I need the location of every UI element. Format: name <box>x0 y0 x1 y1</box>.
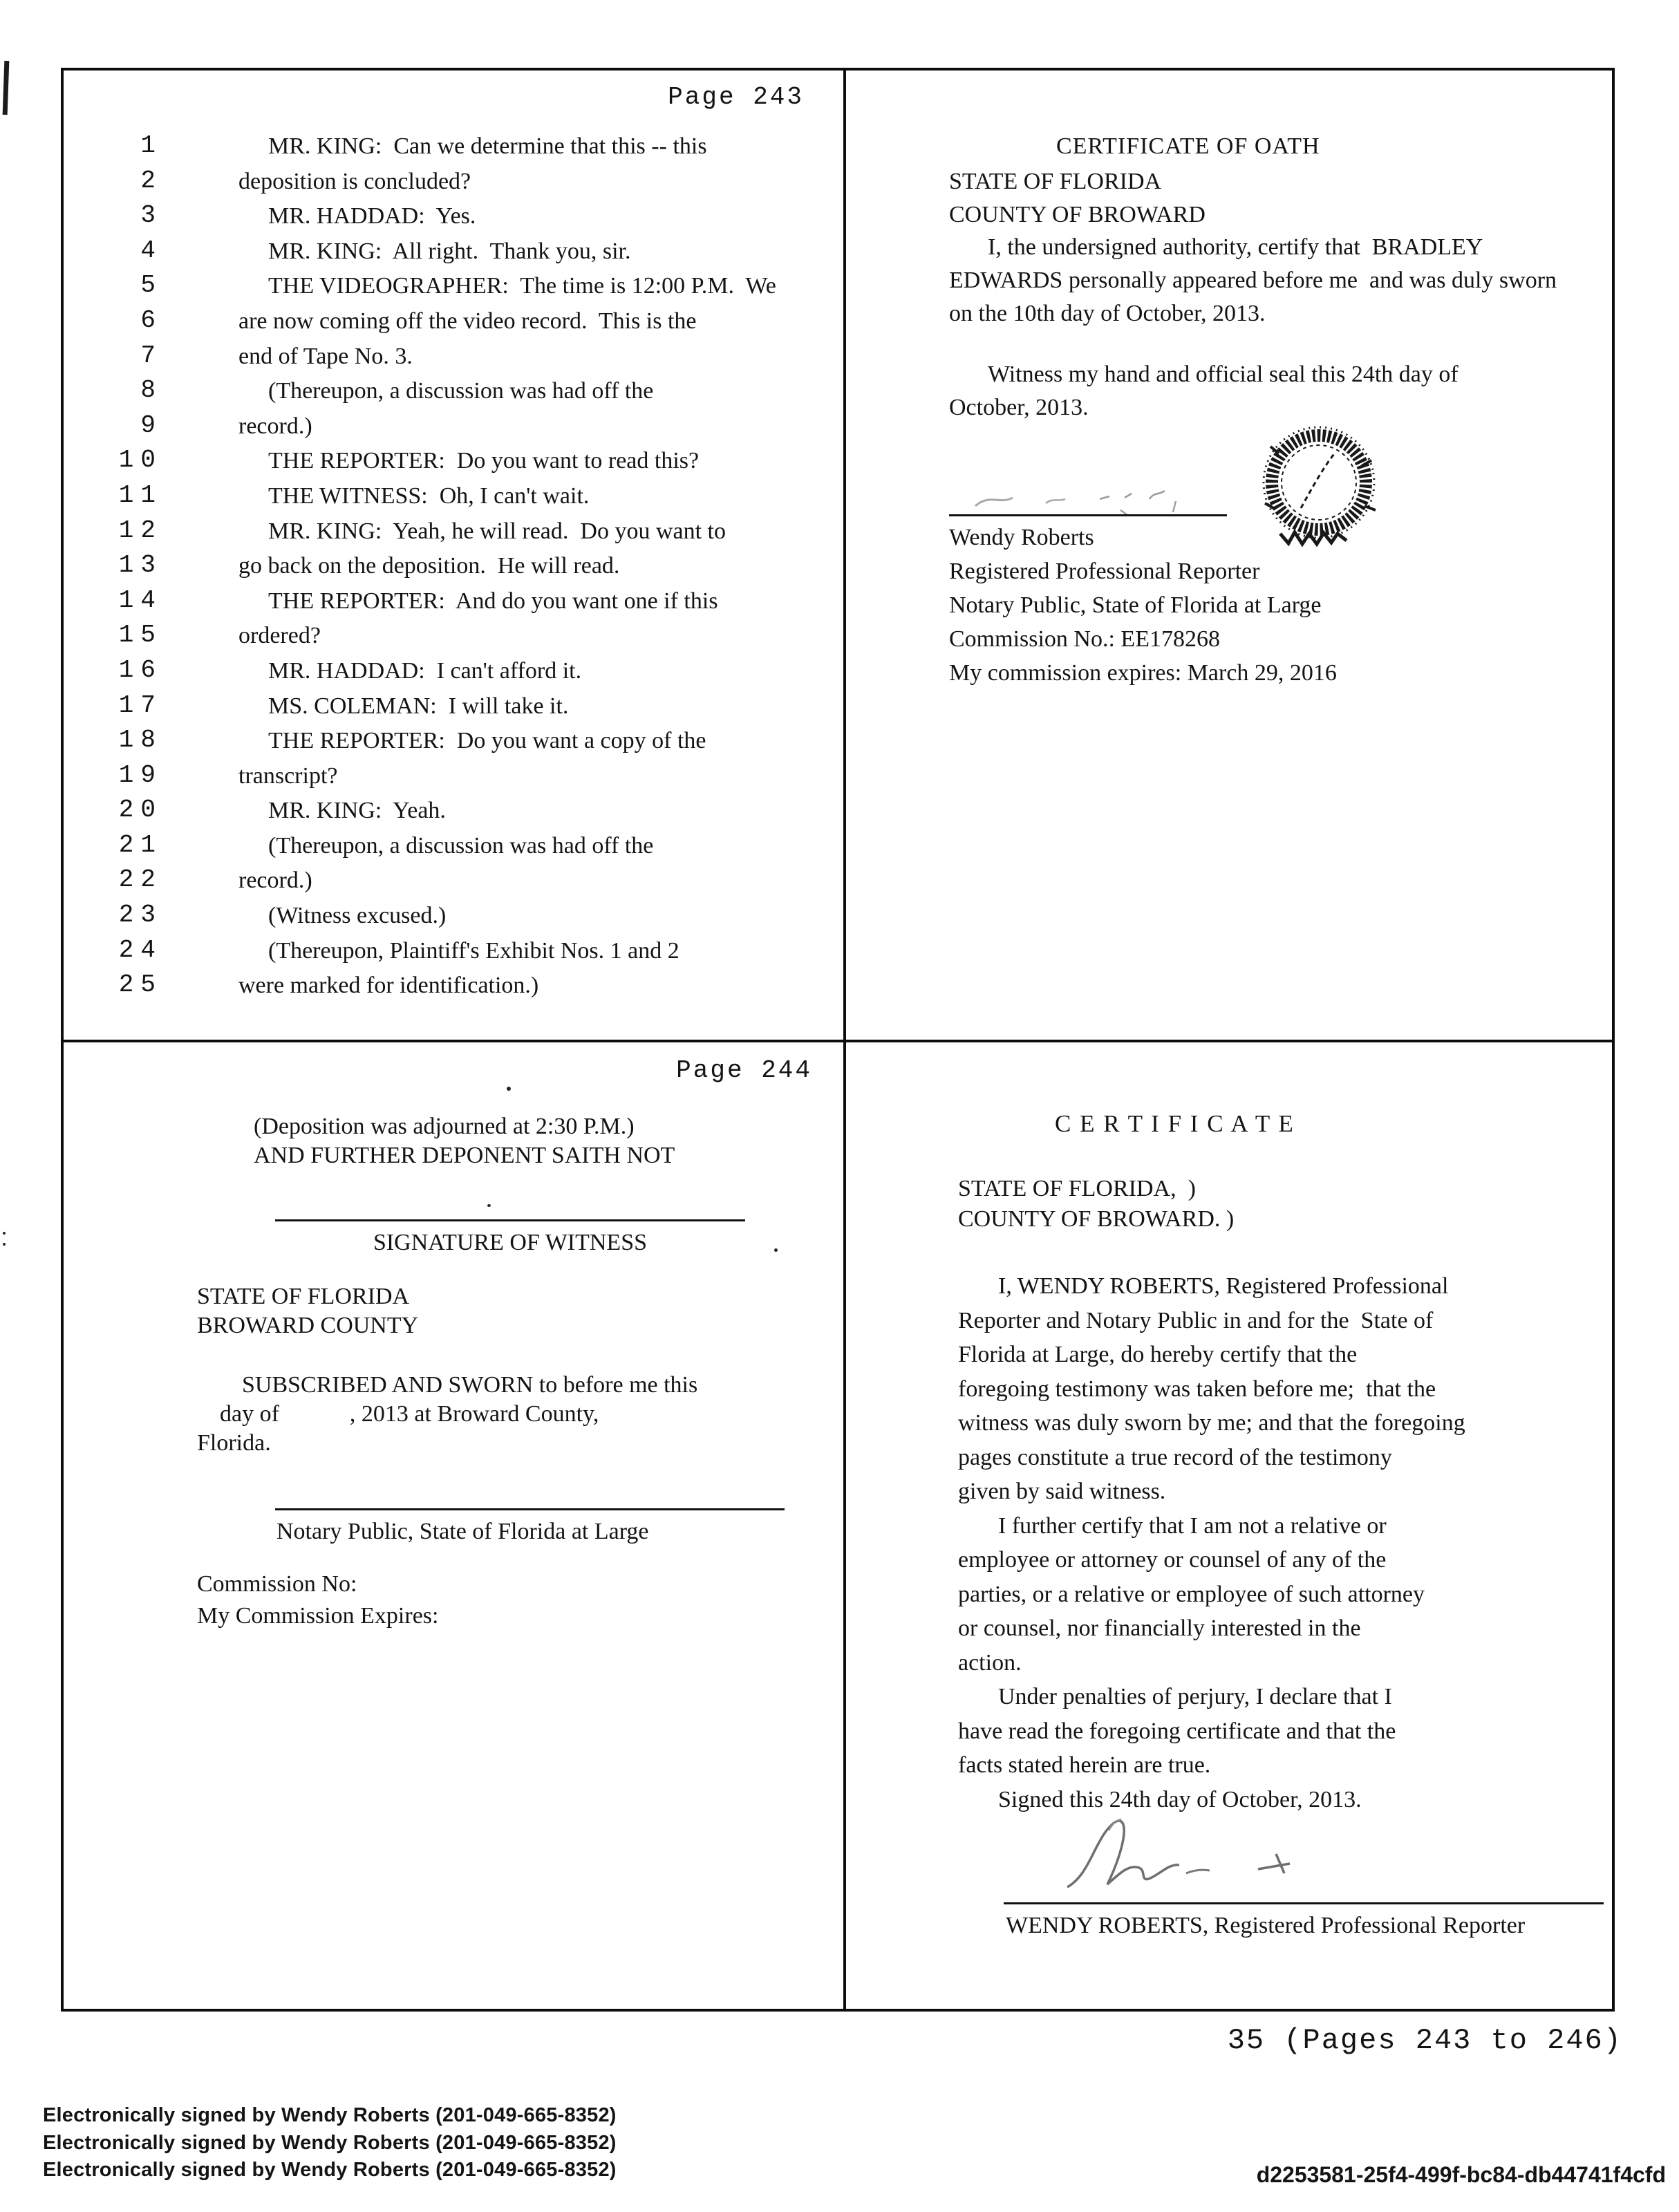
line-text: (Thereupon, a discussion was had off the <box>268 832 654 859</box>
line-number: 22 <box>118 865 162 894</box>
transcript-line <box>69 902 838 937</box>
oath-witness-line: Witness my hand and official seal this 24th day of <box>988 362 1458 387</box>
commission-no-blank: Commission No: <box>197 1571 357 1597</box>
line-number: 2 <box>140 166 162 195</box>
line-text: THE REPORTER: And do you want one if this <box>268 588 718 614</box>
certificate-title: C E R T I F I C A T E <box>1055 1110 1295 1137</box>
page-244-header: Page 244 <box>676 1056 812 1085</box>
certificate-line: have read the foregoing certificate and that the <box>958 1718 1396 1744</box>
transcript-line <box>69 518 838 553</box>
electronic-signature-block <box>43 2104 617 2186</box>
line-number: 5 <box>140 271 162 300</box>
line-text: record.) <box>238 868 312 894</box>
line-number: 7 <box>140 341 162 370</box>
transcript-line <box>69 832 838 868</box>
cert-state: STATE OF FLORIDA, ) <box>958 1176 1196 1201</box>
reporter-signature-name: WENDY ROBERTS, Registered Professional Reporter <box>1006 1913 1526 1938</box>
line-text: transcript? <box>238 762 338 789</box>
document-id-footer: d2253581-25f4-499f-bc84-db44741f4cfd <box>1256 2162 1666 2187</box>
certificate-line: or counsel, nor financially interested in the <box>958 1615 1361 1641</box>
certificate-line: I, WENDY ROBERTS, Registered Professional <box>998 1273 1449 1299</box>
line-text: deposition is concluded? <box>238 168 471 194</box>
oath-signatory-block <box>949 525 1613 694</box>
line-number: 15 <box>118 621 162 650</box>
transcript-line <box>69 762 838 798</box>
line-text: MR. KING: All right. Thank you, sir. <box>268 238 631 264</box>
transcript-line <box>69 308 838 343</box>
transcript-line <box>69 377 838 413</box>
line-text: record.) <box>238 413 312 439</box>
line-text: were marked for identification.) <box>238 973 539 999</box>
line-text: MR. KING: Yeah. <box>268 798 446 824</box>
line-number: 4 <box>140 236 162 265</box>
line-text: THE WITNESS: Oh, I can't wait. <box>268 482 590 509</box>
scan-artifact-dot <box>487 1204 491 1207</box>
line-text: THE REPORTER: Do you want a copy of the <box>268 728 706 754</box>
transcript-line <box>69 447 838 482</box>
reporter-notary-title: Notary Public, State of Florida at Large <box>949 592 1322 618</box>
line-text: MR. KING: Yeah, he will read. Do you want to <box>268 518 726 544</box>
adjourned-note: (Deposition was adjourned at 2:30 P.M.) <box>254 1114 635 1139</box>
oath-title: CERTIFICATE OF OATH <box>1056 133 1320 159</box>
line-number: 17 <box>118 691 162 720</box>
line-number: 6 <box>140 306 162 335</box>
certificate-line: Under penalties of perjury, I declare that I <box>998 1684 1392 1709</box>
reporter-title: Registered Professional Reporter <box>949 559 1260 584</box>
line-number: 9 <box>140 411 162 440</box>
line-text: (Thereupon, Plaintiff's Exhibit Nos. 1 and 2 <box>268 937 679 964</box>
certificate-line: witness was duly sworn by me; and that the foregoing <box>958 1410 1465 1436</box>
electronic-signature-line: Electronically signed by Wendy Roberts (201-049-665-8352) <box>43 2131 617 2154</box>
row-divider-line <box>61 1040 1615 1042</box>
p244-state: STATE OF FLORIDA <box>197 1284 410 1309</box>
transcript-line <box>69 168 838 203</box>
line-number: 23 <box>118 901 162 930</box>
certificate-line: foregoing testimony was taken before me; that the <box>958 1376 1436 1402</box>
notary-label-p244: Notary Public, State of Florida at Large <box>276 1519 649 1544</box>
transcript-line <box>69 238 838 273</box>
commission-number: Commission No.: EE178268 <box>949 626 1220 652</box>
page-243-header: Page 243 <box>668 83 804 111</box>
notary-signature-line-p244 <box>275 1508 785 1510</box>
transcript-line <box>69 657 838 693</box>
line-number: 1 <box>140 131 162 160</box>
line-number: 3 <box>140 201 162 230</box>
sworn-line-2: day of , 2013 at Broward County, <box>220 1401 599 1427</box>
scan-artifact-streak <box>3 61 10 115</box>
line-text: THE REPORTER: Do you want to read this? <box>268 448 700 474</box>
oath-witness-line: October, 2013. <box>949 395 1089 420</box>
line-text: THE VIDEOGRAPHER: The time is 12:00 P.M. We <box>268 273 776 299</box>
page-range-footer: 35 (Pages 243 to 246) <box>1227 2024 1622 2057</box>
line-number: 16 <box>118 655 162 684</box>
transcript-line <box>69 622 838 657</box>
transcript-line <box>69 797 838 832</box>
line-text: (Thereupon, a discussion was had off the <box>268 378 654 404</box>
oath-body-line: I, the undersigned authority, certify that BRADLEY <box>988 234 1483 260</box>
transcript-line <box>69 727 838 762</box>
certificate-line: Signed this 24th day of October, 2013. <box>998 1786 1362 1812</box>
electronic-signature-line: Electronically signed by Wendy Roberts (201-049-665-8352) <box>43 2159 617 2182</box>
commission-expiry: My commission expires: March 29, 2016 <box>949 660 1337 686</box>
transcript-line <box>69 203 838 238</box>
certificate-line: I further certify that I am not a relative or <box>998 1512 1387 1539</box>
transcript-line <box>69 972 838 1007</box>
certificate-line: Reporter and Notary Public in and for the State of <box>958 1307 1434 1333</box>
oath-county: COUNTY OF BROWARD <box>949 202 1206 227</box>
electronic-signature-line: Electronically signed by Wendy Roberts (201-049-665-8352) <box>43 2104 617 2126</box>
certificate-line: Florida at Large, do hereby certify that the <box>958 1342 1358 1367</box>
commission-expires-blank: My Commission Expires: <box>197 1603 439 1629</box>
line-text: MR. HADDAD: Yes. <box>268 203 476 229</box>
certificate-line: given by said witness. <box>958 1479 1166 1504</box>
transcript-line <box>69 937 838 973</box>
certificate-line: facts stated herein are true. <box>958 1752 1211 1778</box>
line-text: MR. HADDAD: I can't afford it. <box>268 657 582 684</box>
line-text: MR. KING: Can we determine that this -- this <box>268 133 707 159</box>
oath-signature-line <box>949 514 1227 516</box>
transcript-page-243 <box>69 133 838 1007</box>
line-number: 20 <box>118 796 162 825</box>
line-number: 12 <box>118 516 162 545</box>
scan-artifact-dot <box>507 1087 511 1091</box>
certificate-line: pages constitute a true record of the testimony <box>958 1444 1392 1470</box>
oath-body-paragraph <box>949 234 1613 334</box>
witness-signature-label: SIGNATURE OF WITNESS <box>373 1230 648 1255</box>
line-number: 10 <box>118 446 162 475</box>
reporter-signature-line <box>1004 1902 1604 1904</box>
transcript-line <box>69 693 838 728</box>
transcript-line <box>69 867 838 902</box>
line-number: 8 <box>140 376 162 405</box>
certificate-body <box>958 1273 1615 1821</box>
transcript-line <box>69 585 838 623</box>
p244-county: BROWARD COUNTY <box>197 1313 419 1338</box>
scan-artifact-dot <box>774 1248 778 1252</box>
reporter-name: Wendy Roberts <box>949 525 1094 550</box>
line-number: 21 <box>118 830 162 859</box>
transcript-line <box>69 482 838 518</box>
line-number: 14 <box>118 585 162 615</box>
line-text: go back on the deposition. He will read. <box>238 553 620 579</box>
cert-county: COUNTY OF BROWARD. ) <box>958 1206 1235 1232</box>
scan-artifact-dot <box>3 1243 6 1246</box>
oath-witness-paragraph <box>949 362 1613 428</box>
line-number: 24 <box>118 935 162 964</box>
notary-signature-scribble <box>964 476 1227 516</box>
oath-body-line: on the 10th day of October, 2013. <box>949 301 1266 326</box>
oath-body-line: EDWARDS personally appeared before me and was duly sworn <box>949 268 1557 293</box>
line-text: (Witness excused.) <box>268 903 447 929</box>
sworn-line-1: SUBSCRIBED AND SWORN to before me this <box>242 1372 698 1398</box>
line-number: 18 <box>118 726 162 755</box>
line-text: ordered? <box>238 623 321 649</box>
certificate-line: parties, or a relative or employee of such attorney <box>958 1581 1425 1607</box>
line-number: 19 <box>118 760 162 789</box>
certificate-line: action. <box>958 1649 1022 1676</box>
reporter-signature-scribble <box>1051 1810 1348 1903</box>
line-text: are now coming off the video record. This is the <box>238 308 697 334</box>
witness-signature-line <box>275 1219 745 1221</box>
scan-artifact-dot <box>3 1232 6 1235</box>
deponent-saith-note: AND FURTHER DEPONENT SAITH NOT <box>254 1143 675 1168</box>
line-text: end of Tape No. 3. <box>238 343 413 369</box>
line-text: MS. COLEMAN: I will take it. <box>268 693 569 719</box>
certificate-line: employee or attorney or counsel of any of the <box>958 1547 1387 1573</box>
transcript-line <box>69 413 838 448</box>
transcript-line <box>69 552 838 588</box>
oath-state: STATE OF FLORIDA <box>949 169 1162 194</box>
line-number: 13 <box>118 551 162 580</box>
sworn-line-3: Florida. <box>197 1430 271 1456</box>
transcript-line <box>69 133 838 168</box>
line-number: 25 <box>118 971 162 1000</box>
line-number: 11 <box>118 480 162 509</box>
transcript-line <box>69 343 838 378</box>
transcript-line <box>69 272 838 308</box>
